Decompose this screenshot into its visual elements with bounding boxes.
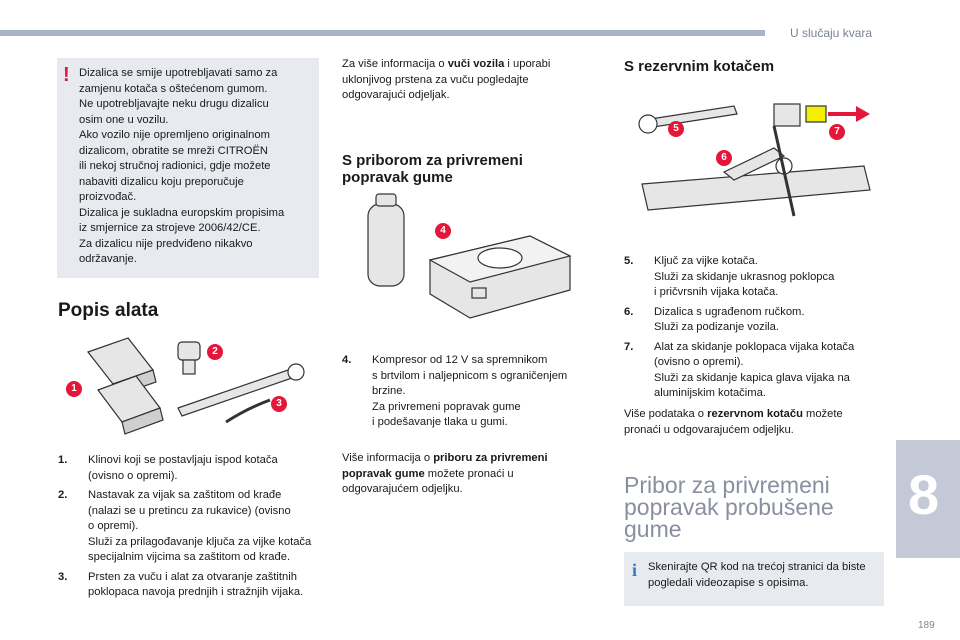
callout-badge-5: 5 (668, 121, 684, 137)
list-number: 3. (58, 570, 68, 583)
chapter-title: U slučaju kvara (790, 26, 873, 40)
link-pribor: priboru za privremeni popravak gume (342, 452, 548, 480)
warning-box (57, 58, 319, 278)
callout-badge-1: 1 (66, 381, 82, 397)
callout-badge-4: 4 (435, 223, 451, 239)
list-item (624, 254, 886, 301)
list-number: 6. (624, 305, 634, 318)
info-icon: i (632, 560, 638, 580)
list-number: 4. (342, 354, 352, 366)
section-title-pribor: S priborom za privremeni popravak gume (342, 152, 523, 186)
chapter-number: 8 (908, 463, 940, 526)
tools-list (58, 453, 322, 605)
info-text: Skenirajte QR kod na trećoj stranici da biste pogledali videozapise s opisima. (648, 561, 866, 589)
list-text: Dizalica s ugrađenom ručkom. Služi za podizanje vozila. (654, 305, 805, 333)
text-run: Više podataka o (624, 408, 708, 420)
list-text: Alat za skidanje poklopaca vijaka kotača (ovisno o opremi). Služi za skidanje kapica glava vijaka na aluminijskim kotačima. (654, 340, 855, 399)
text-run: možete pronaći u odgovarajućem odjeljku. (342, 467, 514, 495)
section-title-rezerv: S rezervnim kotačem (624, 58, 775, 75)
callout-badge-3: 3 (271, 396, 287, 412)
warning-text: Dizalica se smije upotrebljavati samo za zamjenu kotača s oštećenom gumom. Ne upotrebljavajte neku drugu dizalicu osim one u vozilu. Ako vozilo nije opremljeno originalnom dizalicom, obratite se mreži CITROËN ili nekoj stručnoj radionici, gdje možete nabaviti dizalicu koju preporučuje proizvođač. Dizalica je sukladna europskim propisima iz smjernice za strojeve 2006/42/CE. Za dizalicu nije predviđeno nikakvo održavanje. (79, 67, 285, 265)
compressor-illustration (360, 190, 580, 338)
list-item (624, 305, 886, 336)
list-number: 1. (58, 454, 68, 466)
list-text: Ključ za vijke kotača. Služi za skidanje ukrasnog poklopca i pričvrsnih vijaka kotača. (654, 255, 835, 298)
text-run: možete pronaći u odgovarajućem odjeljku. (624, 408, 843, 436)
jack-illustration (634, 96, 884, 236)
link-rezerv: rezervnom kotaču (707, 408, 803, 420)
header-bar (0, 30, 765, 36)
list-number: 7. (624, 340, 634, 353)
section-title-popis: Popis alata (58, 300, 159, 321)
list-text: Kompresor od 12 V sa spremnikom s brtvilom i naljepnicom s ograničenjem brzine. Za privremeni popravak gume i podešavanje tlaka u gumi. (372, 354, 568, 428)
compressor-list (342, 353, 600, 435)
list-item (58, 488, 322, 566)
page-number: 189 (918, 620, 935, 631)
text-run: i uporabi uklonjivog prstena za vuču pogledajte odgovarajući odjeljak. (342, 58, 551, 101)
list-item (58, 453, 322, 484)
text-run: Za više informacija o (342, 58, 448, 70)
list-item (624, 340, 886, 402)
spare-wheel-more-paragraph (624, 407, 874, 438)
link-vuca: vuči vozila (447, 58, 505, 70)
big-heading: Pribor za privremeni popravak probušene gume (624, 472, 834, 542)
list-text: Klinovi koji se postavljaju ispod kotača (ovisno o opremi). (88, 454, 278, 482)
exclamation-icon: ! (63, 64, 70, 86)
spare-wheel-list (624, 254, 886, 406)
list-number: 2. (58, 489, 68, 501)
tools-illustration (58, 330, 320, 448)
list-text: Nastavak za vijak sa zaštitom od krađe (nalazi se u pretincu za rukavice) (ovisno o opremi). Služi za prilagođavanje ključa za vijke kotača specijalnim vijcima sa zaštitom od krađe. (88, 489, 312, 563)
list-number: 5. (624, 255, 634, 267)
callout-badge-7: 7 (829, 124, 845, 140)
text-run: Više informacija o (342, 452, 434, 464)
info-box (624, 552, 884, 606)
callout-badge-2: 2 (207, 344, 223, 360)
list-item (58, 570, 322, 601)
towing-paragraph (342, 57, 592, 104)
list-text: Prsten za vuču i alat za otvaranje zaštitnih poklopaca navoja prednjih i stražnjih vijaka. (88, 570, 304, 598)
compressor-more-paragraph (342, 451, 592, 498)
list-item (342, 353, 600, 431)
callout-badge-6: 6 (716, 150, 732, 166)
